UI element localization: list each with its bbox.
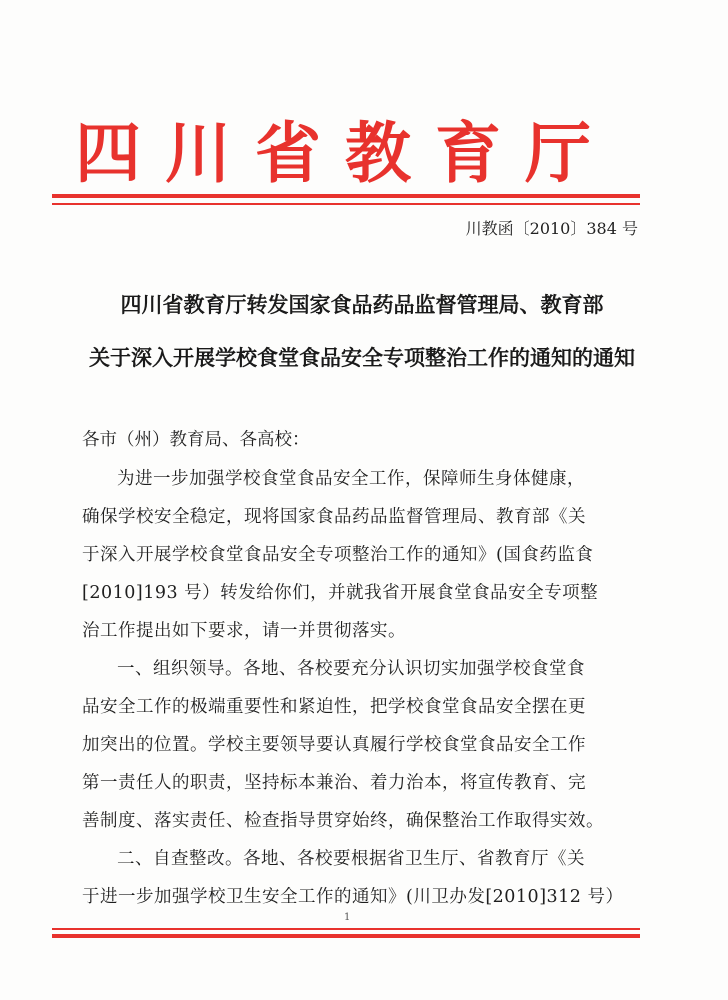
body-line: 品安全工作的极端重要性和紧迫性，把学校食堂食品安全摆在更 (82, 697, 586, 717)
body-line: 为进一步加强学校食堂食品安全工作，保障师生身体健康， (117, 469, 585, 489)
header-red-rule-thin (52, 203, 640, 205)
body-line: 确保学校安全稳定，现将国家食品药品监督管理局、教育部《关 (82, 507, 586, 527)
header-red-rule-thick (52, 194, 640, 198)
issuing-authority-title: 四川省教育厅 (75, 114, 615, 192)
footer-red-rule-thin (52, 928, 640, 930)
addressee: 各市（州）教育局、各高校： (82, 430, 310, 450)
document-title-line-1: 四川省教育厅转发国家食品药品监督管理局、教育部 (120, 292, 604, 317)
body-line: 第一责任人的职责，坚持标本兼治、着力治本，将宣传教育、完 (82, 773, 586, 793)
body-line: 于深入开展学校食堂食品安全专项整治工作的通知》(国食药监食 (82, 545, 594, 565)
document-title-line-2: 关于深入开展学校食堂食品安全专项整治工作的通知的通知 (89, 345, 635, 370)
document-number: 川教函〔2010〕384 号 (465, 219, 638, 238)
body-line: 一、组织领导。各地、各校要充分认识切实加强学校食堂食 (117, 659, 585, 679)
body-line: 于进一步加强学校卫生安全工作的通知》(川卫办发[2010]312 号） (82, 887, 624, 907)
body-line: 善制度、落实责任、检查指导贯穿始终，确保整治工作取得实效。 (82, 811, 604, 831)
page-number: 1 (344, 912, 351, 923)
body-line: [2010]193 号）转发给你们，并就我省开展食堂食品安全专项整 (82, 583, 599, 603)
body-line: 加突出的位置。学校主要领导要认真履行学校食堂食品安全工作 (82, 735, 586, 755)
body-line: 二、自查整改。各地、各校要根据省卫生厅、省教育厅《关 (117, 849, 585, 869)
body-line: 治工作提出如下要求，请一并贯彻落实。 (82, 621, 406, 641)
footer-red-rule-thick (52, 934, 640, 938)
